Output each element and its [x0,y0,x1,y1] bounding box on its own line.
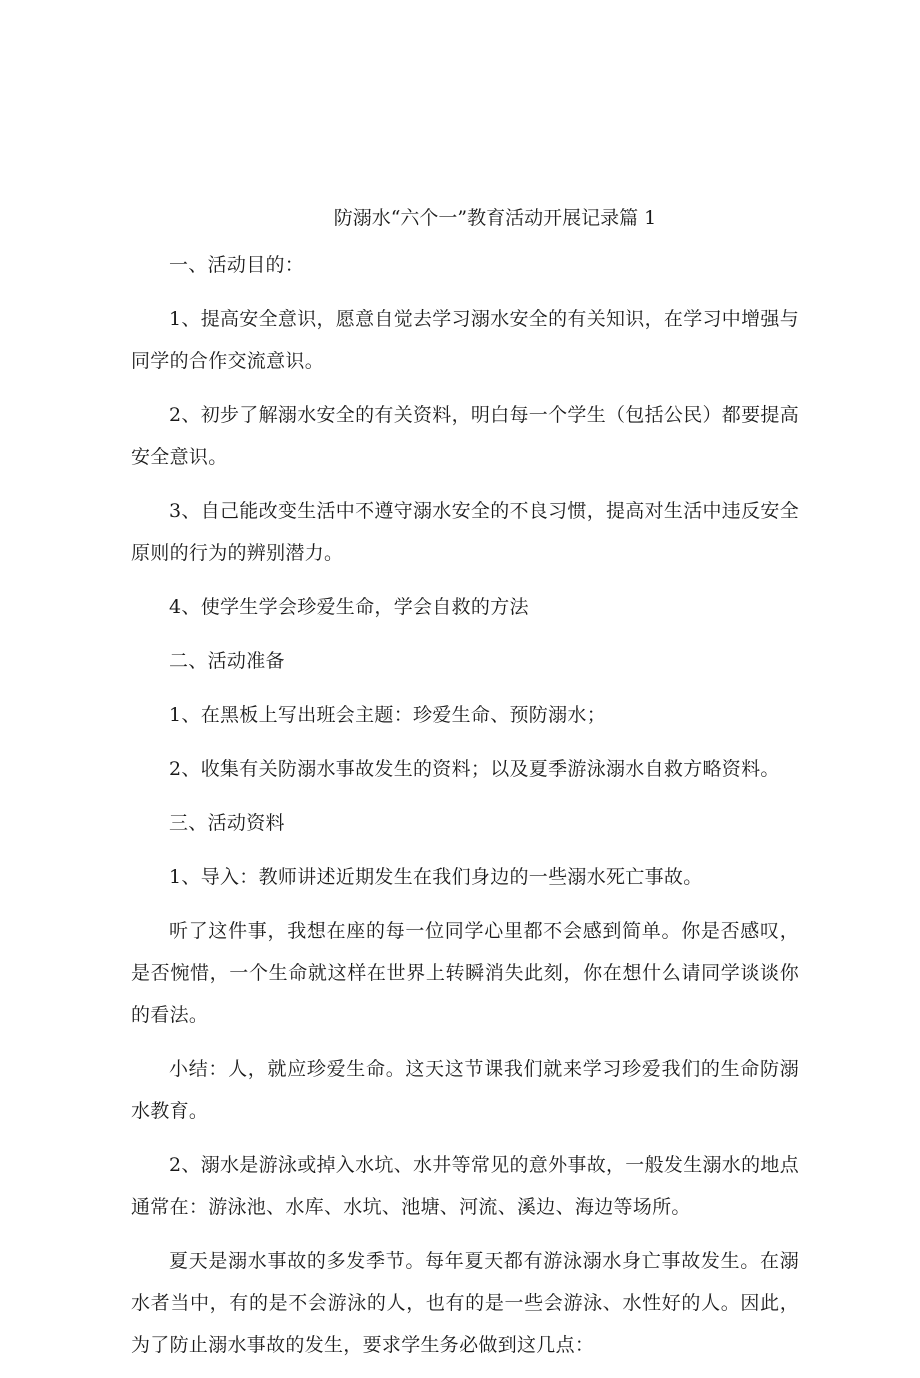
preparation-item-2: 2、收集有关防溺水事故发生的资料；以及夏季游泳溺水自救方略资料。 [169,758,780,780]
preparation-item-1: 1、在黑板上写出班会主题：珍爱生命、预防溺水； [169,704,606,726]
goal-item-1: 1、提高安全意识，愿意自觉去学习溺水安全的有关知识，在学习中增强与同学的合作交流意识。 [131,308,799,372]
content-paragraph: 听了这件事，我想在座的每一位同学心里都不会感到简单。你是否感叹，是否惋惜，一个生命就这样在世界上转瞬消失此刻，你在想什么请同学谈谈你的看法。 [131,920,799,1026]
goal-item-4: 4、使学生学会珍爱生命，学会自救的方法 [169,596,529,618]
content-summary: 小结：人，就应珍爱生命。这天这节课我们就来学习珍爱我们的生命防溺水教育。 [131,1058,799,1122]
document-body [131,244,799,1378]
heading-activity-preparation: 二、活动准备 [169,650,285,672]
content-item-1: 1、导入：教师讲述近期发生在我们身边的一些溺水死亡事故。 [169,866,703,888]
document-title: 防溺水“六个一”教育活动开展记录篇 1 [333,207,657,229]
goal-item-2: 2、初步了解溺水安全的有关资料，明白每一个学生（包括公民）都要提高安全意识。 [131,404,799,468]
content-paragraph: 夏天是溺水事故的多发季节。每年夏天都有游泳溺水身亡事故发生。在溺水者当中，有的是不会游泳的人，也有的是一些会游泳、水性好的人。因此，为了防止溺水事故的发生，要求学生务必做到这几点： [131,1250,799,1356]
heading-activity-content: 三、活动资料 [169,812,285,834]
goal-item-3: 3、自己能改变生活中不遵守溺水安全的不良习惯，提高对生活中违反安全原则的行为的辨别潜力。 [131,500,799,564]
heading-activity-goal: 一、活动目的： [169,254,305,276]
content-item-2: 2、溺水是游泳或掉入水坑、水井等常见的意外事故，一般发生溺水的地点通常在：游泳池、水库、水坑、池塘、河流、溪边、海边等场所。 [131,1154,799,1218]
